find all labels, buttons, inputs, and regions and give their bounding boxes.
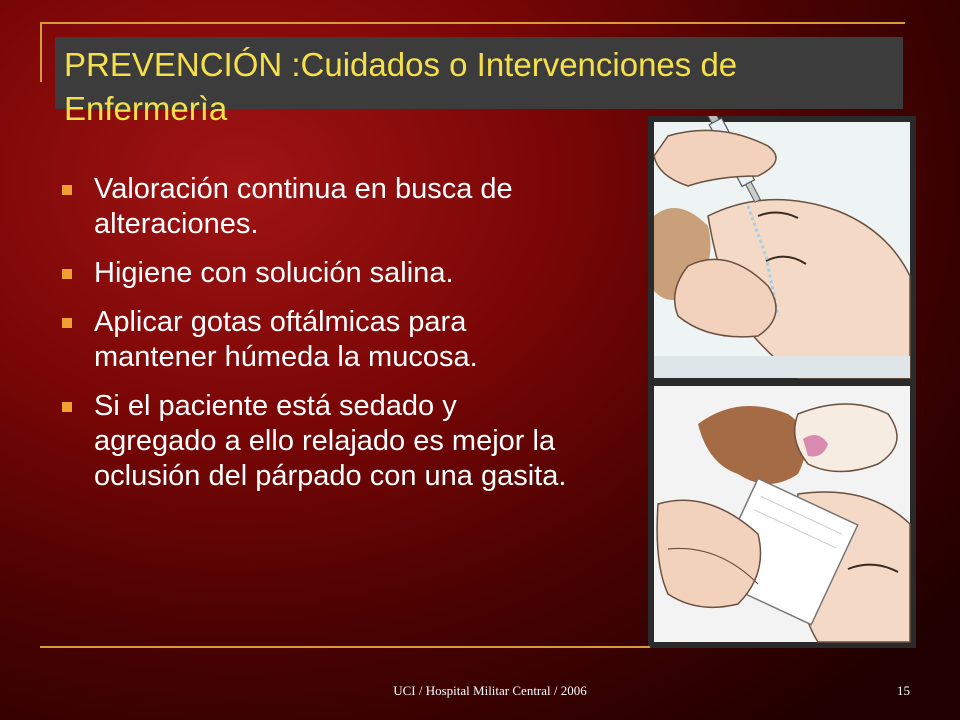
bullet-list: [62, 172, 582, 508]
eye-irrigation-illustration: [648, 116, 916, 384]
bullet-text: Higiene con solución salina.: [94, 257, 454, 289]
footer-text: UCI / Hospital Militar Central / 2006: [393, 683, 587, 698]
square-bullet-icon: [62, 402, 72, 412]
top-rule: [40, 22, 905, 24]
bullet-item: [62, 256, 582, 291]
slide-title: PREVENCIÓN :Cuidados o Intervenciones de Enfermerìa: [64, 46, 738, 127]
square-bullet-icon: [62, 269, 72, 279]
bullet-text: Valoración continua en busca de alteraciones.: [94, 173, 513, 240]
bullet-text: Si el paciente está sedado y agregado a ello relajado es mejor la oclusión del párpado con una gasita.: [94, 390, 567, 492]
bottom-rule: [40, 646, 650, 648]
eye-irrigation-drawing: [648, 116, 916, 384]
bullet-item: [62, 172, 582, 242]
square-bullet-icon: [62, 318, 72, 328]
square-bullet-icon: [62, 185, 72, 195]
bullet-item: [62, 389, 582, 494]
page-number: 15: [897, 683, 910, 698]
eyelid-gauze-illustration: [648, 384, 916, 648]
eyelid-gauze-drawing: [648, 384, 916, 648]
left-rule: [40, 22, 42, 82]
bullet-text: Aplicar gotas oftálmicas para mantener húmeda la mucosa.: [94, 306, 478, 373]
bullet-item: [62, 305, 582, 375]
